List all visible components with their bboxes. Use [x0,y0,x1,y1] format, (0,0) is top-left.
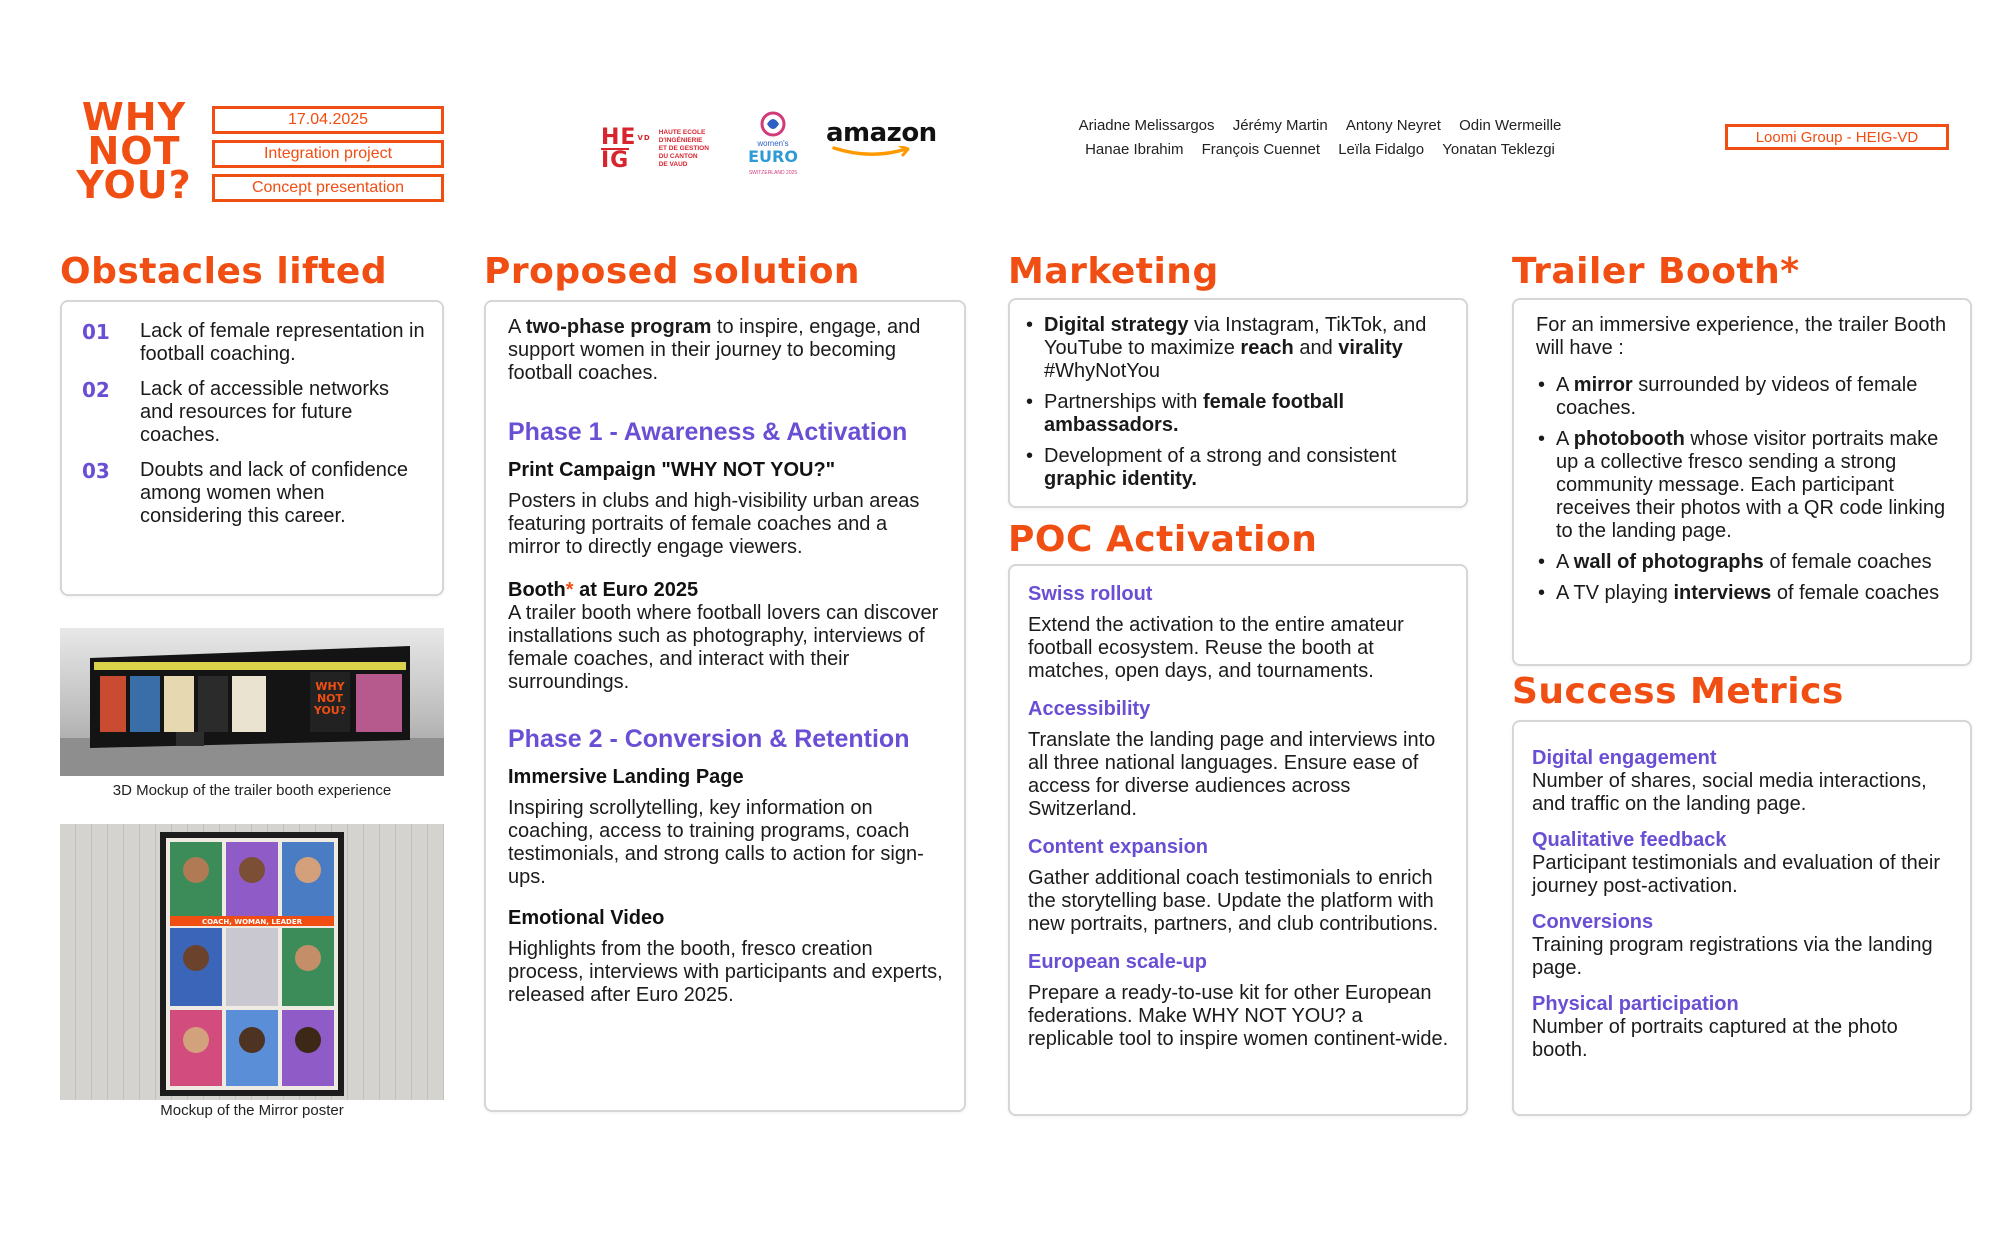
womens-euro-2025-logo [745,110,801,182]
trailer-list [1536,374,1954,605]
metric-heading: Conversions [1532,911,1654,933]
poc-text: Prepare a ready-to-use kit for other European federations. Make WHY NOT YOU? a replicable tool to inspire women continent-wide. [1028,982,1449,1050]
svg-text:YOU?: YOU? [313,704,347,717]
amazon-smile-icon [826,146,926,160]
poc-item [1028,697,1450,821]
solution-card [484,300,966,1112]
metric-text: Number of shares, social media interactions, and traffic on the landing page. [1532,770,1927,815]
booth-mockup-caption: 3D Mockup of the trailer booth experience [112,782,392,799]
poster-mockup-caption: Mockup of the Mirror poster [160,1102,344,1119]
trailer-booth-card [1512,298,1972,666]
logo-line-3: YOU? [76,163,192,207]
mirror-poster-mockup-image [60,824,444,1100]
metric-item [1532,828,1954,898]
trailer-item: • A mirror surrounded by videos of female coaches. [1536,374,1954,420]
video-title: Emotional Video [508,907,665,929]
marketing-title: Marketing [1008,251,1219,292]
landing-page-title: Immersive Landing Page [508,766,744,788]
poc-item [1028,950,1450,1051]
heig-mark: $HE^{VD}$ IG [601,124,651,173]
obstacles-card [60,300,444,596]
obstacle-number: 01 [82,320,110,344]
marketing-card [1008,298,1468,508]
trailer-item: • A photobooth whose visitor portraits make up a collective fresco sending a strong community message. Each participant receives their photos with a QR code linking to the landing page. [1536,428,1954,543]
success-metrics-card [1512,720,1972,1116]
obstacle-item [82,459,426,528]
svg-text:NOT: NOT [316,692,344,705]
metric-item [1532,910,1954,980]
svg-text:WHY: WHY [315,680,345,693]
obstacle-item [82,320,426,366]
heig-text: HAUTE ECOLE D'INGÉNIERIE ET DE GESTION DU CANTON DE VAUD [658,129,709,168]
presentation-tag: Concept presentation [212,174,444,202]
author-name: Hanae Ibrahim [1085,141,1184,158]
obstacle-number: 03 [82,459,110,483]
phase-1-heading: Phase 1 - Awareness & Activation [508,418,908,446]
poc-text: Gather additional coach testimonials to enrich the storytelling base. Update the platform with new portraits, partners, and club contributions. [1028,867,1439,935]
metric-heading: Qualitative feedback [1532,829,1727,851]
heig-vd-logo [601,124,717,174]
marketing-item: • Partnerships with female football ambassadors. [1024,391,1450,437]
trailer-item: • A TV playing interviews of female coaches [1536,582,1954,605]
author-name: Yonatan Teklezgi [1442,141,1555,158]
obstacle-item [82,378,426,447]
author-name: Ariadne Melissargos [1078,117,1215,134]
obstacles-title: Obstacles lifted [60,251,388,292]
trailer-booth-mockup-image [60,628,444,776]
poc-item [1028,582,1450,683]
logo-line-2: NOT [87,129,181,173]
poc-text: Extend the activation to the entire amateur football ecosystem. Reuse the booth at matches, open days, and tournaments. [1028,614,1404,682]
poc-card [1008,564,1468,1116]
metric-text: Participant testimonials and evaluation of their journey post-activation. [1532,852,1941,897]
phase-2-heading: Phase 2 - Conversion & Retention [508,725,910,753]
svg-text:women's: women's [757,139,789,148]
author-name: Odin Wermeille [1459,117,1562,134]
marketing-list [1024,314,1450,491]
authors-row-2 [1040,138,1600,162]
metric-text: Number of portraits captured at the photo booth. [1532,1016,1898,1061]
obstacle-number: 02 [82,378,110,402]
svg-text:EURO: EURO [748,147,798,166]
poc-heading: Swiss rollout [1028,583,1153,605]
obstacle-text: Doubts and lack of confidence among women when considering this career. [140,459,408,527]
author-name: Leïla Fidalgo [1338,141,1425,158]
author-name: Antony Neyret [1345,117,1441,134]
solution-title: Proposed solution [484,251,861,292]
svg-text:COACH, WOMAN, LEADER: COACH, WOMAN, LEADER [201,918,303,926]
solution-intro: A two-phase program to inspire, engage, and support women in their journey to becoming football coaches. [508,316,921,384]
poc-heading: European scale-up [1028,951,1207,973]
marketing-item: • Digital strategy via Instagram, TikTok, and YouTube to maximize reach and virality #WhyNotYou [1024,314,1450,383]
date-tag: 17.04.2025 [212,106,444,134]
poc-title: POC Activation [1008,519,1318,560]
group-tag: Loomi Group - HEIG-VD [1725,124,1949,150]
amazon-logo: amazon [826,118,926,162]
trailer-intro: For an immersive experience, the trailer Booth will have : [1536,314,1947,359]
print-campaign-title: Print Campaign "WHY NOT YOU?" [508,459,836,481]
marketing-item: • Development of a strong and consistent graphic identity. [1024,445,1450,491]
poc-text: Translate the landing page and interviews into all three national languages. Ensure ease of access for diverse audiences across Switzerland. [1028,729,1436,820]
poc-item [1028,835,1450,936]
why-not-you-logo [64,95,204,207]
metric-text: Training program registrations via the landing page. [1532,934,1933,979]
obstacle-text: Lack of accessible networks and resources for future coaches. [140,378,390,446]
print-campaign-text: Posters in clubs and high-visibility urban areas featuring portraits of female coaches and a mirror to directly engage viewers. [508,490,920,558]
svg-text:SWITZERLAND 2025: SWITZERLAND 2025 [748,170,798,176]
trailer-item: • A wall of photographs of female coaches [1536,551,1954,574]
metric-item [1532,992,1954,1062]
poc-heading: Accessibility [1028,698,1151,720]
authors-row-1 [1040,114,1600,138]
metric-heading: Physical participation [1532,993,1739,1015]
logo-line-1: WHY [81,95,187,139]
metric-item [1532,746,1954,816]
landing-page-text: Inspiring scrollytelling, key information on coaching, access to training programs, coach testimonials, and strong calls to action for sign-ups. [508,797,924,888]
success-metrics-title: Success Metrics [1512,671,1844,712]
booth-text: A trailer booth where football lovers can discover installations such as photography, interviews of female coaches, and interact with their surroundings. [508,602,939,693]
poc-heading: Content expansion [1028,836,1209,858]
author-list [1040,114,1600,162]
author-name: Jérémy Martin [1232,117,1328,134]
metric-heading: Digital engagement [1532,747,1717,769]
booth-title: Booth* at Euro 2025 [508,579,699,601]
trailer-booth-title: Trailer Booth* [1512,251,1800,292]
obstacle-text: Lack of female representation in football coaching. [140,320,425,365]
project-tag: Integration project [212,140,444,168]
video-text: Highlights from the booth, fresco creation process, interviews with participants and experts, released after Euro 2025. [508,938,943,1006]
author-name: François Cuennet [1201,141,1321,158]
